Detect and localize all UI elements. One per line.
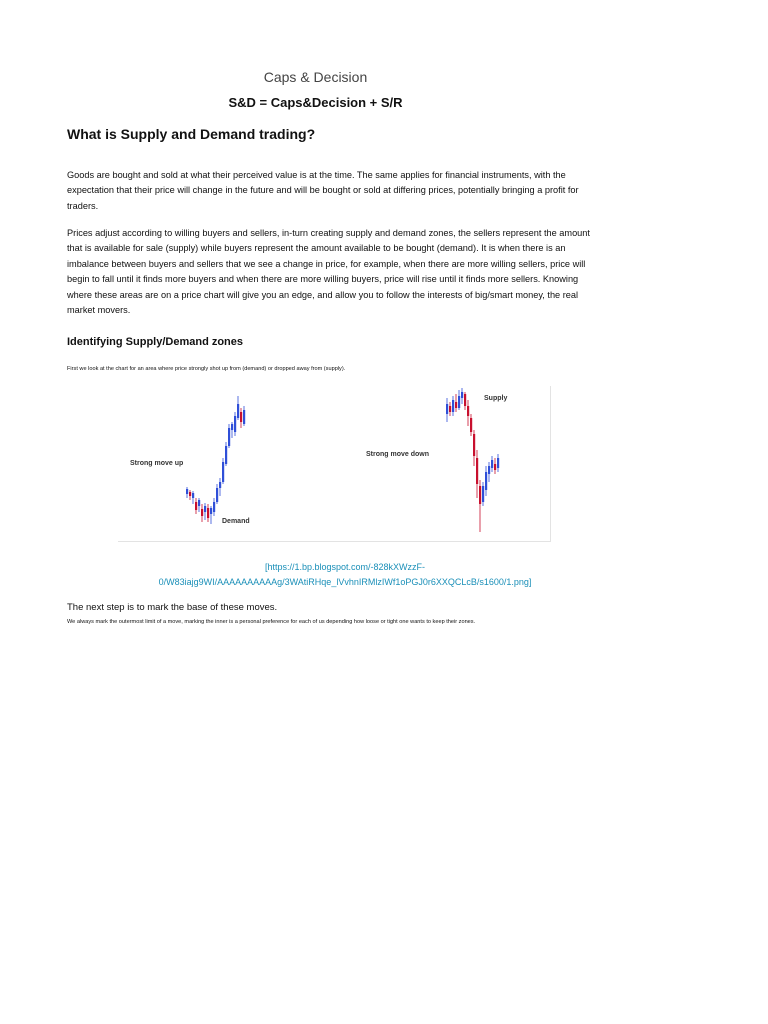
candle-body — [470, 418, 472, 432]
label-strong-move-down: Strong move down — [366, 451, 429, 458]
candle-body — [458, 396, 460, 408]
candle-body — [455, 402, 457, 408]
candle-body — [497, 458, 499, 468]
candle-body — [231, 424, 233, 430]
link-line-1[interactable]: [https://1.bp.blogspot.com/-828kXWzzF- — [264, 562, 426, 572]
label-supply: Supply — [484, 395, 508, 402]
candle-body — [228, 428, 230, 446]
candle-body — [210, 508, 212, 514]
candle-body — [461, 392, 463, 398]
candle-body — [449, 406, 451, 412]
section-heading-supply-demand: What is Supply and Demand trading? — [67, 126, 316, 142]
candle-body — [198, 500, 200, 506]
candle-body — [225, 446, 227, 464]
intro-small-text: First we look at the chart for an area where price strongly shot up from (demand) or dropped away from (supply). — [67, 366, 346, 372]
label-demand: Demand — [222, 518, 250, 525]
label-strong-move-up: Strong move up — [130, 460, 184, 467]
note-small-text: We always mark the outermost limit of a move, marking the inner is a personal preference for each of us depending how loose or tight one wants to keep their zones. — [67, 619, 476, 625]
candle-body — [195, 502, 197, 510]
paragraph-goods: Goods are bought and sold at what their perceived value is at the time. The same applies for financial instruments, with the expectation that their price will change in the future and will be bought or sold at differing prices, potentially bringing a profit for traders. — [67, 170, 579, 211]
candlestick-svg — [118, 386, 550, 541]
document-title: Caps & Decision — [263, 69, 368, 85]
section-heading-identifying-zones: Identifying Supply/Demand zones — [67, 336, 244, 348]
supply-candles — [446, 388, 499, 532]
candle-body — [446, 404, 448, 414]
candle-body — [491, 460, 493, 468]
candle-body — [473, 434, 475, 456]
candlestick-figure — [118, 386, 551, 542]
candle-body — [452, 400, 454, 412]
candle-body — [216, 488, 218, 502]
demand-candles — [186, 396, 245, 524]
paragraph-prices-adjust: Prices adjust according to willing buyers and sellers, in-turn creating supply and demand zones, the sellers represent the amount that is available for sale (supply) while buyers represent the amount available to be bought (demand). It is when there is an imbalance between buyers and sellers that we see a change in price, for example, when there are more willing sellers, price will begin to fall until it finds more buyers and when there are more willing buyers, price will rise until it finds more sellers. Knowing where these areas are on a price chart will give you an edge, and allow you to follow the interests of big/smart money, the real market movers. — [67, 228, 590, 316]
document-subtitle: S&D = Caps&Decision + S/R — [228, 95, 403, 110]
link-line-2[interactable]: 0/W83iajg9WI/AAAAAAAAAAg/3WAtiRHqe_lVvhnIRMlzIWf1oPGJ0r6XXQCLcB/s1600/1.png] — [158, 577, 532, 587]
candle-body — [240, 412, 242, 422]
candle-body — [494, 464, 496, 470]
candle-body — [482, 486, 484, 502]
image-source-link[interactable] — [130, 560, 560, 590]
candle-body — [237, 404, 239, 418]
candle-body — [243, 410, 245, 424]
candle-body — [192, 493, 194, 498]
candle-body — [467, 406, 469, 416]
candle-body — [204, 506, 206, 512]
candle-body — [207, 508, 209, 518]
candle-body — [186, 489, 188, 494]
next-step-text: The next step is to mark the base of these moves. — [67, 602, 278, 613]
candle-body — [222, 462, 224, 482]
candle-body — [213, 502, 215, 512]
candle-body — [234, 416, 236, 432]
candle-body — [476, 458, 478, 484]
candle-body — [464, 394, 466, 406]
candle-body — [189, 492, 191, 496]
candle-body — [201, 509, 203, 516]
candle-body — [219, 482, 221, 488]
candle-body — [488, 466, 490, 474]
candle-body — [485, 472, 487, 490]
candle-body — [479, 486, 481, 504]
